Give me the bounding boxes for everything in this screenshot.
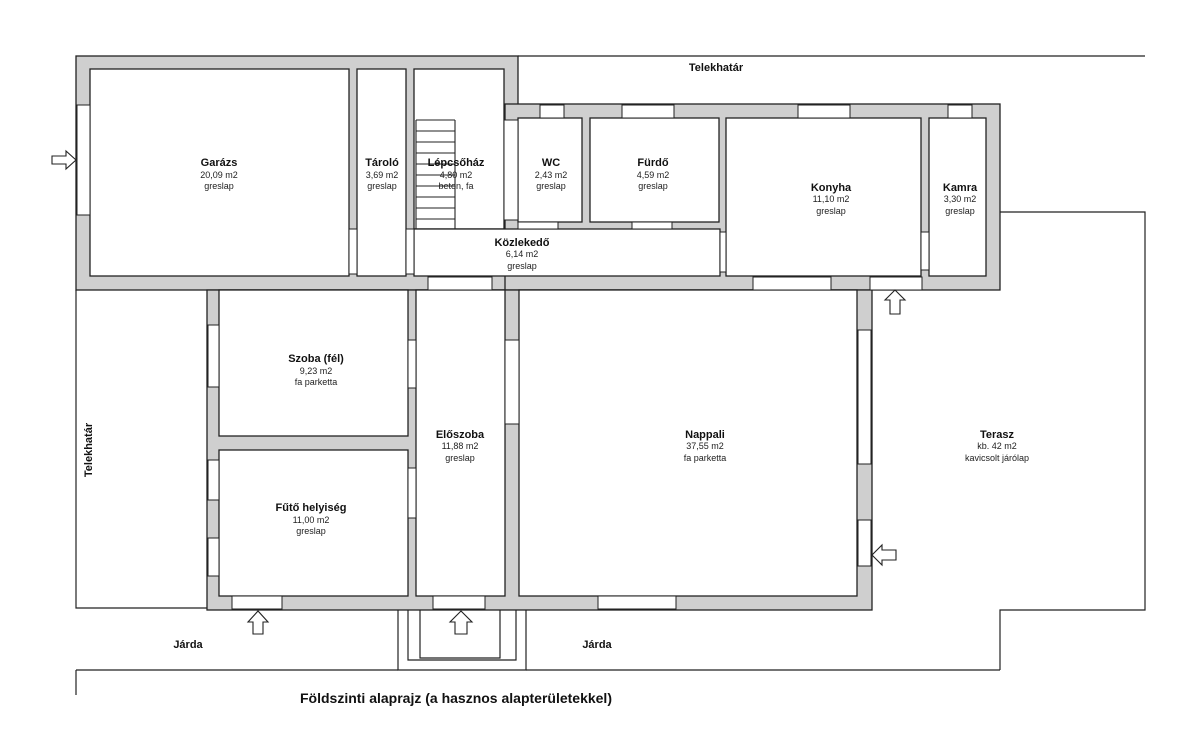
label-boundary-top: Telekhatár	[688, 62, 744, 74]
room-area: 37,55 m2	[686, 441, 724, 451]
room-area: 2,43 m2	[534, 170, 568, 180]
room-name: Fűtő helyiség	[275, 502, 347, 514]
room-area: 3,69 m2	[365, 170, 399, 180]
entry-arrow-garage-icon	[52, 151, 76, 169]
room-lepcsohaz	[414, 69, 504, 229]
room-floor: greslap	[296, 526, 326, 536]
room-name: Fürdő	[637, 157, 669, 169]
room-label-garazs	[200, 157, 238, 191]
room-label-furdo	[637, 157, 670, 191]
room-area: kb. 42 m2	[977, 441, 1017, 451]
room-name: Előszoba	[435, 429, 485, 441]
room-label-nappali	[684, 429, 727, 463]
room-label-tarolo	[365, 157, 399, 191]
room-floor: greslap	[445, 453, 475, 463]
room-name: Lépcsőház	[427, 157, 485, 169]
boundary-line-left	[76, 290, 207, 608]
entry-arrow-main-icon	[450, 611, 472, 634]
room-floor: greslap	[507, 261, 537, 271]
room-area: 4,80 m2	[439, 170, 473, 180]
entry-arrow-terrace-icon	[885, 290, 905, 314]
room-floor: greslap	[945, 206, 975, 216]
room-name: Konyha	[810, 182, 852, 194]
room-floor: kavicsolt járólap	[964, 453, 1030, 463]
room-floor: greslap	[638, 181, 668, 191]
label-sidewalk-left: Járda	[173, 639, 203, 651]
plan-caption: Földszinti alaprajz (a hasznos alapterületekkel)	[300, 690, 612, 706]
room-floor: greslap	[204, 181, 234, 191]
room-name: Szoba (fél)	[288, 353, 344, 365]
room-area: 4,59 m2	[636, 170, 670, 180]
terrace-outline	[1000, 212, 1145, 670]
room-area: 6,14 m2	[505, 249, 539, 259]
room-floor: beton, fa	[438, 181, 474, 191]
room-area: 9,23 m2	[299, 366, 333, 376]
room-name: WC	[541, 157, 561, 169]
room-area: 11,00 m2	[292, 515, 330, 525]
label-sidewalk-right: Járda	[582, 639, 612, 651]
room-name: Terasz	[979, 429, 1015, 441]
room-label-kamra	[943, 182, 978, 216]
room-name: Közlekedő	[494, 237, 550, 249]
room-area: 11,88 m2	[441, 441, 479, 451]
room-area: 20,09 m2	[200, 170, 238, 180]
room-label-terasz	[965, 429, 1029, 463]
room-floor: greslap	[816, 206, 846, 216]
room-area: 3,30 m2	[943, 194, 977, 204]
room-name: Garázs	[200, 157, 238, 169]
room-name: Kamra	[942, 182, 978, 194]
room-kozlekedo	[414, 229, 720, 276]
room-name: Nappali	[685, 429, 725, 441]
room-floor: fa parketta	[294, 377, 338, 387]
entry-arrow-heating-icon	[248, 611, 268, 634]
entry-arrow-living-icon	[872, 545, 896, 565]
label-boundary-left: Telekhatár	[83, 422, 95, 478]
room-floor: greslap	[536, 181, 566, 191]
room-name: Tároló	[365, 157, 399, 169]
room-floor: greslap	[367, 181, 397, 191]
room-floor: fa parketta	[683, 453, 727, 463]
room-area: 11,10 m2	[812, 194, 850, 204]
